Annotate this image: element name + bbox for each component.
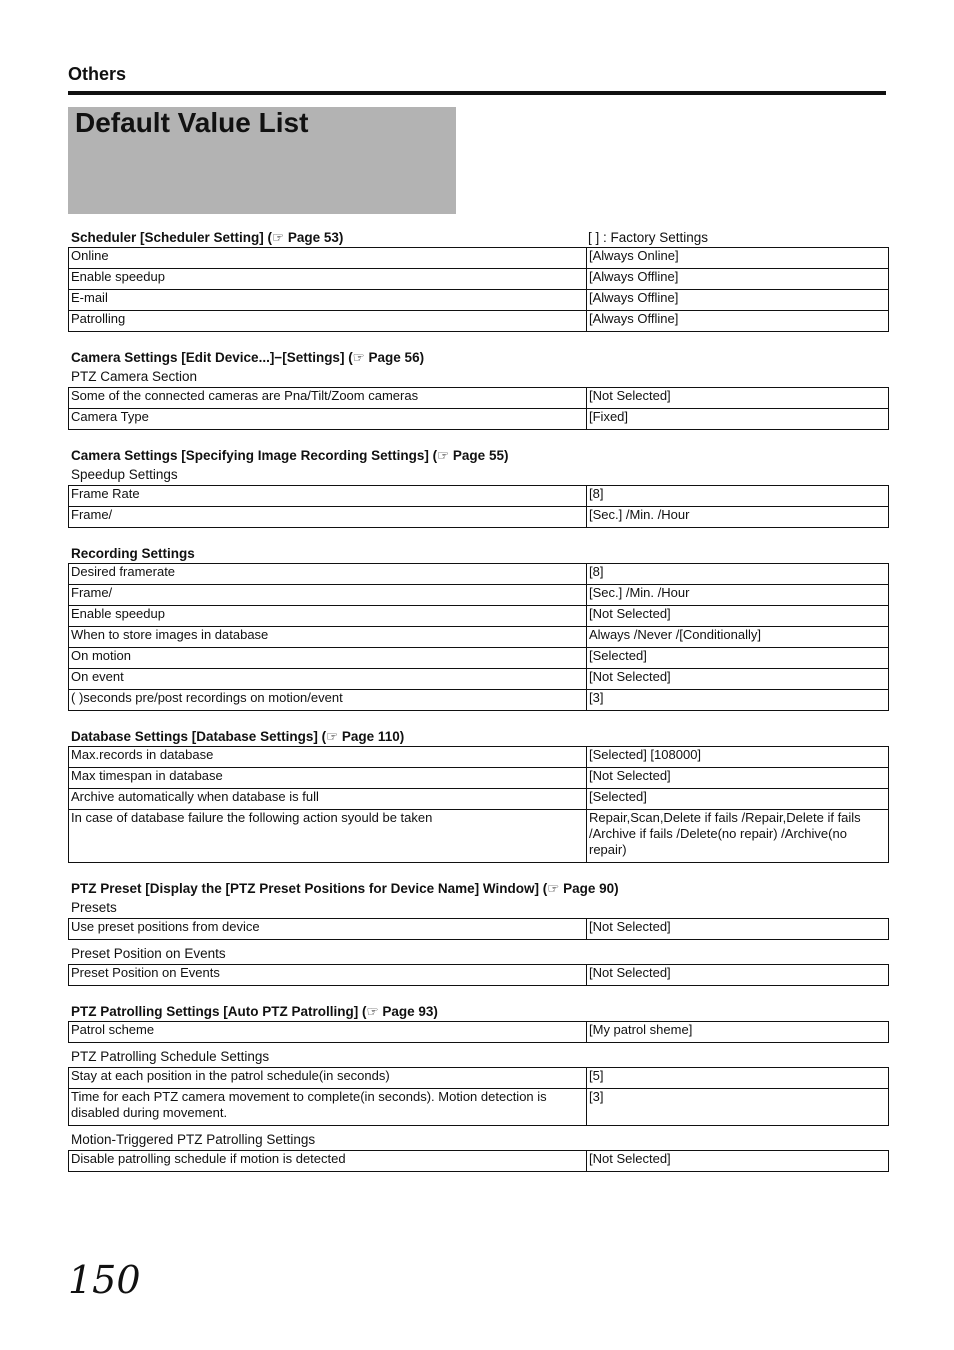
settings-section <box>68 446 889 528</box>
setting-name: Some of the connected cameras are Pna/Tilt/Zoom cameras <box>69 388 587 409</box>
setting-name: Online <box>69 248 587 269</box>
default-value: [Not Selected] <box>587 965 889 986</box>
title-box <box>68 107 456 214</box>
default-value: [3] <box>587 1089 889 1126</box>
table-row <box>69 585 889 606</box>
setting-name: Frame/ <box>69 507 587 528</box>
setting-name: Enable speedup <box>69 606 587 627</box>
section-heading <box>68 544 889 563</box>
subsection-label: PTZ Camera Section <box>71 369 198 384</box>
table-row <box>69 388 889 409</box>
default-value: [Not Selected] <box>587 768 889 789</box>
section-label: Others <box>68 64 127 84</box>
table-row <box>69 311 889 332</box>
setting-name: Max timespan in database <box>69 768 587 789</box>
section-heading <box>68 879 889 898</box>
table-row <box>69 919 889 940</box>
setting-name: E-mail <box>69 290 587 311</box>
settings-table <box>68 387 889 430</box>
settings-table <box>68 1150 889 1172</box>
table-row <box>69 1089 889 1126</box>
default-value: [Fixed] <box>587 409 889 430</box>
table-row <box>69 564 889 585</box>
default-value: [Sec.] /Min. /Hour <box>587 585 889 606</box>
setting-name: Use preset positions from device <box>69 919 587 940</box>
factory-settings-note: [ ] : Factory Settings <box>588 230 709 245</box>
section-heading-text: Camera Settings [Edit Device...]−[Settings] (☞ Page 56) <box>71 350 425 365</box>
default-value: [3] <box>587 690 889 711</box>
table-row <box>69 269 889 290</box>
table-row <box>69 747 889 768</box>
settings-table <box>68 918 889 940</box>
table-row <box>69 690 889 711</box>
section-heading <box>68 446 889 465</box>
setting-name: On event <box>69 669 587 690</box>
section-heading-text: Scheduler [Scheduler Setting] (☞ Page 53) <box>71 230 344 245</box>
subsection-label: Motion-Triggered PTZ Patrolling Settings <box>71 1132 316 1147</box>
setting-name: Patrol scheme <box>69 1022 587 1043</box>
setting-name: Time for each PTZ camera movement to complete(in seconds). Motion detection is disabled during movement. <box>69 1089 587 1126</box>
table-row <box>69 507 889 528</box>
default-value: [My patrol sheme] <box>587 1022 889 1043</box>
section-heading <box>68 727 889 746</box>
table-row <box>69 965 889 986</box>
default-value: [8] <box>587 486 889 507</box>
section-heading-text: Recording Settings <box>71 546 195 561</box>
settings-section <box>68 727 889 863</box>
default-value: [Selected] <box>587 789 889 810</box>
section-heading <box>68 1002 889 1021</box>
settings-table <box>68 563 889 711</box>
default-value: [Always Offline] <box>587 290 889 311</box>
section-heading <box>68 348 889 367</box>
default-value: [Always Online] <box>587 248 889 269</box>
section-heading-text: PTZ Patrolling Settings [Auto PTZ Patrolling] (☞ Page 93) <box>71 1004 438 1019</box>
default-value: Always /Never /[Conditionally] <box>587 627 889 648</box>
table-row <box>69 606 889 627</box>
setting-name: Camera Type <box>69 409 587 430</box>
setting-name: Desired framerate <box>69 564 587 585</box>
subsection-label: Preset Position on Events <box>71 946 226 961</box>
settings-section <box>68 879 889 986</box>
default-value: [Not Selected] <box>587 669 889 690</box>
setting-name: Enable speedup <box>69 269 587 290</box>
default-value: [Not Selected] <box>587 388 889 409</box>
settings-section <box>68 348 889 430</box>
section-heading-text: Camera Settings [Specifying Image Recording Settings] (☞ Page 55) <box>71 448 509 463</box>
setting-name: When to store images in database <box>69 627 587 648</box>
setting-name: Frame/ <box>69 585 587 606</box>
setting-name: Frame Rate <box>69 486 587 507</box>
setting-name: Archive automatically when database is full <box>69 789 587 810</box>
settings-section <box>68 544 889 711</box>
table-row <box>69 648 889 669</box>
setting-name: ( )seconds pre/post recordings on motion/event <box>69 690 587 711</box>
default-value: [Sec.] /Min. /Hour <box>587 507 889 528</box>
table-row <box>69 409 889 430</box>
table-row <box>69 789 889 810</box>
setting-name: Disable patrolling schedule if motion is detected <box>69 1151 587 1172</box>
settings-table <box>68 1021 889 1043</box>
setting-name: On motion <box>69 648 587 669</box>
settings-table <box>68 1067 889 1126</box>
settings-table <box>68 485 889 528</box>
default-value: [8] <box>587 564 889 585</box>
default-value: [Selected] <box>587 648 889 669</box>
subsection-label: PTZ Patrolling Schedule Settings <box>71 1049 270 1064</box>
settings-table <box>68 746 889 863</box>
settings-section <box>68 228 889 332</box>
table-row <box>69 1068 889 1089</box>
table-row <box>69 486 889 507</box>
table-row <box>69 768 889 789</box>
table-row <box>69 669 889 690</box>
page-title: Default Value List <box>75 107 309 138</box>
table-row <box>69 1022 889 1043</box>
subsection-label: Speedup Settings <box>71 467 178 482</box>
table-row <box>69 248 889 269</box>
default-value: [Not Selected] <box>587 919 889 940</box>
default-value: [Always Offline] <box>587 311 889 332</box>
default-value: [Selected] [108000] <box>587 747 889 768</box>
table-row <box>69 1151 889 1172</box>
table-row <box>69 810 889 863</box>
settings-content <box>68 228 889 1172</box>
default-value: [Always Offline] <box>587 269 889 290</box>
settings-table <box>68 964 889 986</box>
setting-name: Preset Position on Events <box>69 965 587 986</box>
settings-section <box>68 1002 889 1172</box>
default-value: [5] <box>587 1068 889 1089</box>
settings-table <box>68 247 889 332</box>
default-value: [Not Selected] <box>587 606 889 627</box>
page-number: 150 <box>68 1258 141 1302</box>
section-heading-text: PTZ Preset [Display the [PTZ Preset Positions for Device Name] Window] (☞ Page 90) <box>71 881 619 896</box>
section-heading <box>68 228 889 247</box>
subsection-label: Presets <box>71 900 117 915</box>
default-value: [Not Selected] <box>587 1151 889 1172</box>
setting-name: Max.records in database <box>69 747 587 768</box>
setting-name: Patrolling <box>69 311 587 332</box>
setting-name: Stay at each position in the patrol schedule(in seconds) <box>69 1068 587 1089</box>
table-row <box>69 627 889 648</box>
setting-name: In case of database failure the following action syould be taken <box>69 810 587 863</box>
section-heading-text: Database Settings [Database Settings] (☞ Page 110) <box>71 729 405 744</box>
table-row <box>69 290 889 311</box>
default-value: Repair,Scan,Delete if fails /Repair,Delete if fails /Archive if fails /Delete(no repair) /Archive(no repair) <box>587 810 889 863</box>
header-rule <box>68 91 886 95</box>
